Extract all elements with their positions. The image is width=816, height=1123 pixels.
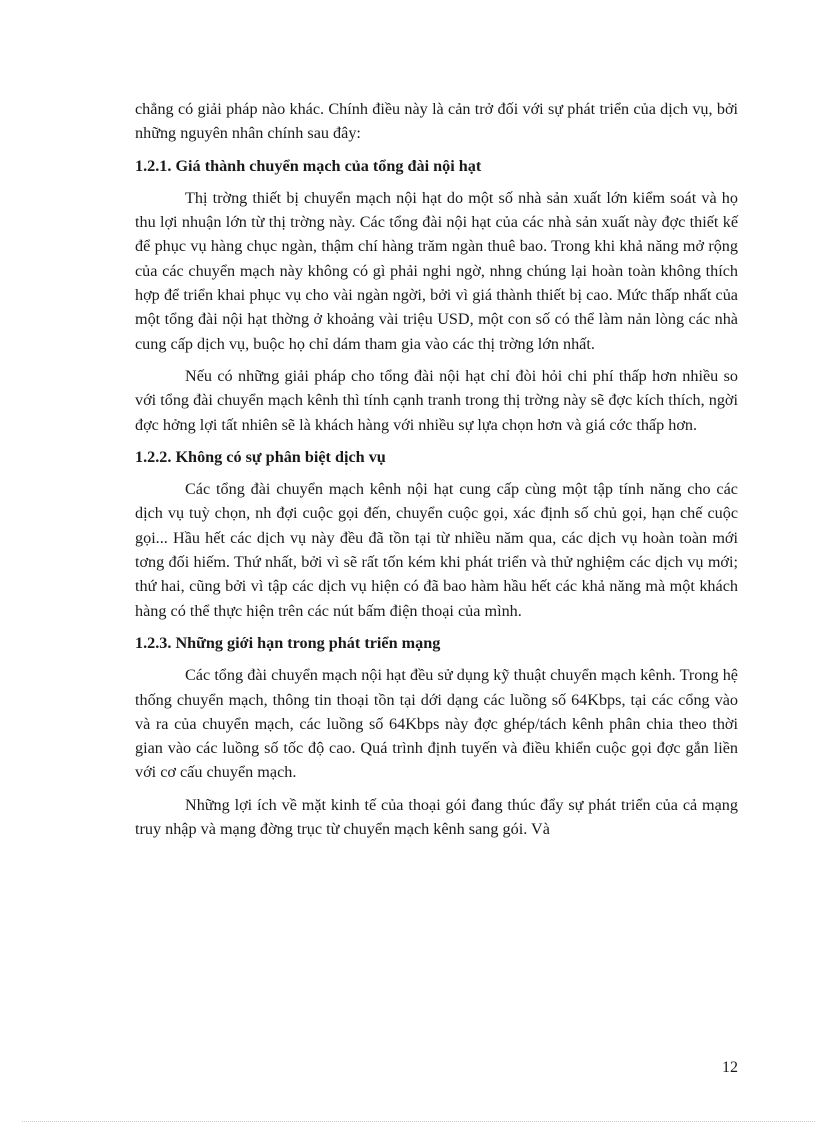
paragraph-circuit-switching: Các tổng đài chuyển mạch nội hạt đều sử dụng kỹ thuật chuyển mạch kênh. Trong hệ thống chuyển mạch, thông tin thoại tồn tại dới dạng các luồng số 64Kbps, tại các cổng vào và ra của chuyển mạch, các luồng số 64Kbps này đợc ghép/tách kênh phân chia theo thời gian vào các luồng số tốc độ cao. Quá trình định tuyến và điều khiển cuộc gọi đợc gắn liền với cơ cấu chuyển mạch. [135, 666, 738, 782]
paragraph-lower-cost: Nếu có những giải pháp cho tổng đài nội hạt chỉ đòi hỏi chi phí thấp hơn nhiều so với tổng đài chuyển mạch kênh thì tính cạnh tranh trong thị trờng này sẽ đợc kích thích, ngời đợc hởng lợi tất nhiên sẽ là khách hàng với nhiều sự lựa chọn hơn và giá cớc thấp hơn. [135, 366, 738, 434]
page-bottom-divider [22, 1121, 816, 1122]
paragraph-market-control: Thị trờng thiết bị chuyển mạch nội hạt do một số nhà sản xuất lớn kiểm soát và họ thu lợi nhuận lớn từ thị trờng này. Các tổng đài nội hạt của các nhà sản xuất này đợc thiết kế để phục vụ hàng chục ngàn, thậm chí hàng trăm ngàn thuê bao. Trong khi khả năng mở rộng của các chuyển mạch này không có gì phải nghi ngờ, nhng chúng lại hoàn toàn không thích hợp để triển khai phục vụ cho vài ngàn ngời, bởi vì giá thành thiết bị cao. Mức thấp nhất của một tổng đài nội hạt thờng ở khoảng vài triệu USD, một con số có thể làm nản lòng các nhà cung cấp dịch vụ, buộc họ chỉ dám tham gia vào các thị trờng lớn nhất. [135, 188, 738, 353]
paragraph-packet-voice: Những lợi ích về mặt kinh tế của thoại gói đang thúc đẩy sự phát triển của cả mạng truy nhập và mạng đờng trục từ chuyển mạch kênh sang gói. Và [135, 795, 738, 839]
paragraph-service-features: Các tổng đài chuyển mạch kênh nội hạt cung cấp cùng một tập tính năng cho các dịch vụ tuỳ chọn, nh đợi cuộc gọi đến, chuyển cuộc gọi, xác định số chủ gọi, hạn chế cuộc gọi... Hầu hết các dịch vụ này đều đã tồn tại từ nhiều năm qua, các dịch vụ hoàn toàn mới tơng đối hiếm. Thứ nhất, bởi vì sẽ rất tốn kém khi phát triển và thử nghiệm các dịch vụ mới; thứ hai, cũng bởi vì tập các dịch vụ hiện có đã bao hàm hầu hết các khả năng mà một khách hàng có thể thực hiện trên các nút bấm điện thoại của mình. [135, 480, 738, 620]
section-heading-1-2-2: 1.2.2. Không có sự phân biệt dịch vụ [135, 447, 386, 466]
document-page [135, 97, 738, 849]
section-heading-1-2-3: 1.2.3. Những giới hạn trong phát triển mạng [135, 633, 441, 652]
section-heading-1-2-1: 1.2.1. Giá thành chuyển mạch của tổng đài nội hạt [135, 156, 482, 175]
paragraph-intro: chẳng có giải pháp nào khác. Chính điều này là cản trở đối với sự phát triển của dịch vụ, bởi những nguyên nhân chính sau đây: [135, 100, 738, 143]
page-number: 12 [722, 1059, 738, 1076]
